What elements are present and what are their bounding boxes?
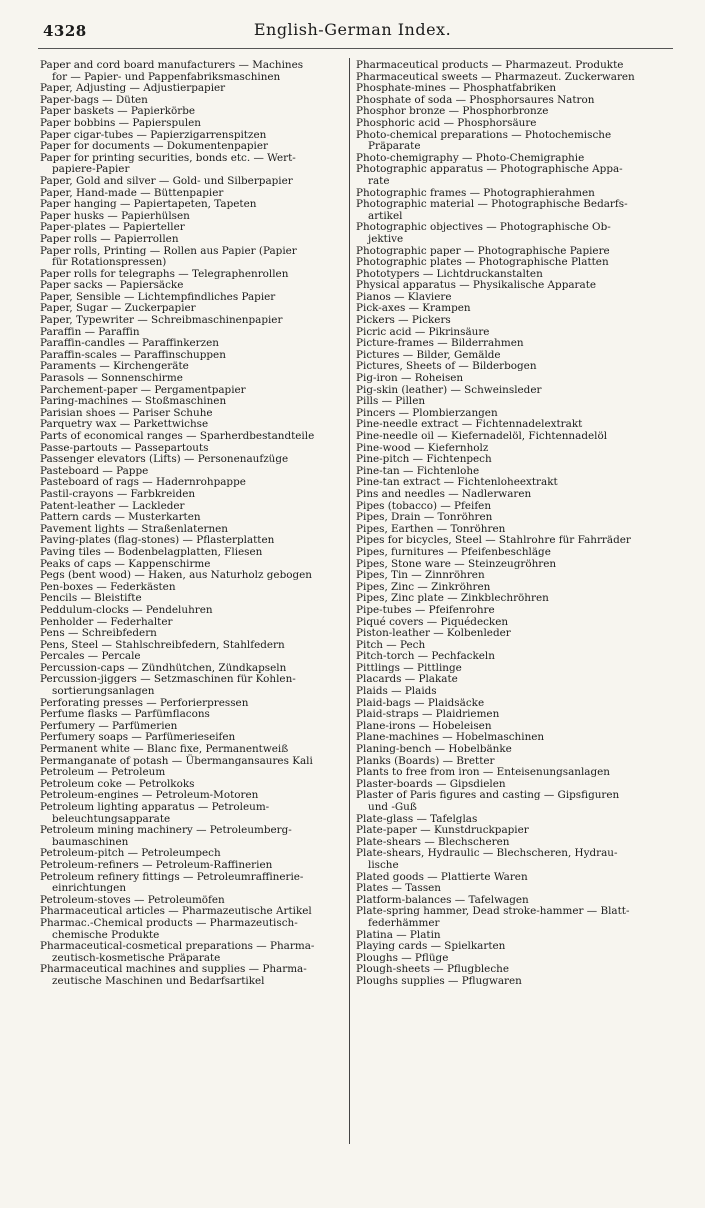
index-entry: Pine-needle extract — Fichtennadelextrakt — [356, 418, 583, 431]
index-entry: Pipes, Tin — Zinnröhren — [356, 569, 485, 582]
index-entry: Plants to free from iron — Enteisenungsanlagen — [356, 766, 610, 779]
index-entry: Paper rolls, Printing — Rollen aus Papier (Papier — [40, 244, 297, 257]
index-entry: Pastil-crayons — Farbkreiden — [40, 487, 196, 500]
index-entry: Paving-plates (flag-stones) — Pflasterplatten — [40, 534, 275, 547]
index-entry: Paper for printing securities, bonds etc. — Wert- — [40, 151, 296, 164]
index-entry: Plate-shears, Hydraulic — Blechscheren, Hydrau- — [356, 847, 618, 860]
index-entry: Pine-tan extract — Fichtenloheextrakt — [356, 476, 558, 489]
index-entry-continuation: sortierungsanlagen — [52, 685, 155, 698]
index-entry: Perfume flasks — Parfümflacons — [40, 708, 210, 721]
index-entry: Parquetry wax — Parkettwichse — [40, 418, 209, 431]
index-entry: Petroleum-stoves — Petroleumöfen — [40, 893, 225, 906]
index-entry: Pine-pitch — Fichtenpech — [356, 453, 492, 466]
index-entry: Plaster of Paris figures and casting — Gipsfiguren — [356, 789, 620, 802]
index-entry-continuation: for — Papier- und Pappenfabriksmaschinen — [52, 70, 281, 83]
index-entry: Pipes, Earthen — Tonröhren — [356, 522, 506, 535]
index-entry: Paper, Adjusting — Adjustierpapier — [40, 82, 226, 95]
index-entry: Pitch-torch — Pechfackeln — [356, 650, 495, 663]
index-entry: Paper cigar-tubes — Papierzigarrenspitzen — [40, 128, 267, 141]
index-entry: Permanent white — Blanc fixe, Permanentweiß — [40, 743, 289, 756]
index-entry: Pasteboard — Pappe — [40, 464, 149, 477]
index-entry-continuation: für Rotationspressen) — [52, 256, 167, 269]
index-entry: Pine-wood — Kiefernholz — [356, 441, 489, 454]
index-entry: Pictures, Sheets of — Bilderbogen — [356, 360, 537, 373]
index-entry: Plane-irons — Hobeleisen — [356, 719, 492, 732]
index-entry: Petroleum-refiners — Petroleum-Raffinerien — [40, 858, 273, 871]
index-entry: Pincers — Plombierzangen — [356, 406, 498, 419]
index-entry-continuation: und -Guß — [368, 801, 417, 813]
index-entry: Picture-frames — Bilderrahmen — [356, 337, 524, 350]
index-entry: Pharmaceutical articles — Pharmazeutische Artikel — [40, 905, 312, 918]
index-entry: Physical apparatus — Physikalische Apparate — [356, 279, 597, 292]
index-entry: Pens — Schreibfedern — [40, 627, 157, 640]
index-entry-continuation: baumaschinen — [52, 835, 129, 848]
index-entry-continuation: zeutisch-kosmetische Präparate — [52, 951, 221, 964]
index-entry: Petroleum refinery fittings — Petroleumraffinerie- — [40, 870, 304, 883]
index-entry-continuation: Präparate — [368, 140, 421, 153]
index-entry: Planks (Boards) — Bretter — [356, 754, 495, 767]
left-index-column — [40, 60, 345, 988]
index-entry: Pens, Steel — Stahlschreibfedern, Stahlfedern — [40, 638, 285, 651]
index-entry: Pen-boxes — Federkästen — [40, 580, 176, 593]
index-entry: Plaid-bags — Plaidsäcke — [356, 696, 485, 709]
index-entry: Pharmac.-Chemical products — Pharmazeutisch- — [40, 916, 298, 929]
index-entry: Pills — Pillen — [356, 395, 426, 408]
index-entry: Pipes for bicycles, Steel — Stahlrohre für Fahrräder — [356, 534, 631, 547]
index-entry: Paraments — Kirchengeräte — [40, 360, 189, 373]
index-entry: Perforating presses — Perforierpressen — [40, 696, 249, 709]
index-entry: Permanganate of potash — Übermangansaures Kali — [40, 754, 313, 767]
index-entry: Paper rolls — Papierrollen — [40, 232, 179, 245]
index-entry-continuation: jektive — [368, 232, 404, 245]
page-title: English-German Index. — [253, 20, 452, 39]
index-entry: Pharmaceutical-cosmetical preparations — Pharma- — [40, 940, 315, 953]
index-entry: Plane-machines — Hobelmaschinen — [356, 731, 545, 744]
index-entry: Perfumery — Parfümerien — [40, 719, 178, 732]
index-entry: Petroleum mining machinery — Petroleumberg- — [40, 824, 292, 837]
index-entry: Parasols — Sonnenschirme — [40, 372, 183, 385]
index-entry: Pasteboard of rags — Hadernrohpappe — [40, 476, 246, 489]
index-entry: Petroleum — Petroleum — [40, 766, 166, 779]
index-entry: Paper, Sugar — Zuckerpapier — [40, 302, 196, 315]
index-entry: Pharmaceutical machines and supplies — Pharma- — [40, 963, 307, 976]
index-entry: Peaks of caps — Kappenschirme — [40, 557, 211, 570]
index-entry: Paraffin — Paraffin — [40, 325, 140, 338]
index-entry: Paper baskets — Papierkörbe — [40, 105, 196, 118]
index-entry: Paper for documents — Dokumentenpapier — [40, 140, 268, 153]
index-entry: Ploughs supplies — Pflugwaren — [356, 974, 522, 987]
index-entry-continuation: federhämmer — [368, 916, 440, 929]
index-entry: Photo-chemical preparations — Photochemische — [356, 128, 612, 141]
index-entry: Pipes, Zinc — Zinkröhren — [356, 580, 491, 593]
index-entry: Parts of economical ranges — Sparherdbestandteile — [40, 430, 315, 442]
index-entry: Plate-shears — Blechscheren — [356, 835, 510, 848]
index-entry: Pine-needle oil — Kiefernadelöl, Fichtennadelöl — [356, 430, 608, 442]
index-entry: Percussion-jiggers — Setzmaschinen für Kohlen- — [40, 673, 296, 686]
index-entry: Pick-axes — Krampen — [356, 302, 471, 315]
index-entry: Playing cards — Spielkarten — [356, 940, 506, 953]
index-entry: Plate-spring hammer, Dead stroke-hammer — Blatt- — [356, 905, 630, 918]
index-entry: Penholder — Federhalter — [40, 615, 173, 628]
right-index-column — [356, 60, 658, 988]
index-entry: Paper hanging — Papiertapeten, Tapeten — [40, 198, 257, 211]
index-entry: Pipes (tobacco) — Pfeifen — [356, 499, 492, 512]
index-entry: Plate-glass — Tafelglas — [356, 812, 478, 825]
index-entry: Phosphate-mines — Phosphatfabriken — [356, 82, 557, 95]
index-entry: Paving tiles — Bodenbelagplatten, Fliesen — [40, 545, 263, 558]
index-entry: Platform-balances — Tafelwagen — [356, 893, 529, 906]
index-entry: Pine-tan — Fichtenlohe — [356, 464, 480, 477]
index-entry: Percussion-caps — Zündhütchen, Zündkapseln — [40, 661, 287, 674]
index-entry: Paper rolls for telegraphs — Telegraphenrollen — [40, 267, 289, 280]
index-entry-continuation: einrichtungen — [52, 882, 127, 895]
index-entry-continuation: papiere-Papier — [52, 163, 130, 176]
index-entry: Photographic objectives — Photographische Ob- — [356, 221, 611, 234]
index-entry: Petroleum-pitch — Petroleumpech — [40, 847, 221, 860]
index-entry: Paring-machines — Stoßmaschinen — [40, 395, 227, 408]
index-entry: Pattern cards — Musterkarten — [40, 511, 201, 524]
index-entry: Pianos — Klaviere — [356, 290, 452, 303]
index-entry: Photographic plates — Photographische Platten — [356, 256, 609, 269]
index-entry-continuation: artikel — [368, 209, 403, 222]
index-entry: Peddulum-clocks — Pendeluhren — [40, 603, 213, 616]
index-entry: Paper-bags — Düten — [40, 93, 148, 106]
column-divider — [349, 58, 350, 1144]
index-entry: Photographic frames — Photographierahmen — [356, 186, 595, 199]
index-entry: Pipe-tubes — Pfeifenrohre — [356, 603, 495, 616]
index-entry: Parchement-paper — Pergamentpapier — [40, 383, 246, 396]
index-entry: Paper sacks — Papiersäcke — [40, 279, 184, 292]
index-entry: Picric acid — Pikrinsäure — [356, 325, 490, 338]
index-entry: Passe-partouts — Passepartouts — [40, 441, 209, 454]
index-entry: Paper bobbins — Papierspulen — [40, 116, 201, 129]
index-entry: Paper and cord board manufacturers — Machines — [40, 60, 304, 71]
index-entry: Planing-bench — Hobelbänke — [356, 743, 512, 756]
index-entry: Pharmaceutical products — Pharmazeut. Produkte — [356, 60, 624, 71]
index-entry: Pipes, furnitures — Pfeifenbeschläge — [356, 545, 551, 558]
index-entry: Parisian shoes — Pariser Schuhe — [40, 406, 213, 419]
index-entry: Photographic paper — Photographische Papiere — [356, 244, 610, 257]
index-entry: Pavement lights — Straßenlaternen — [40, 522, 228, 535]
index-entry: Pipes, Zinc plate — Zinkblechröhren — [356, 592, 549, 605]
index-entry-continuation: chemische Produkte — [52, 928, 160, 941]
index-entry: Placards — Plakate — [356, 673, 458, 686]
index-entry: Plated goods — Plattierte Waren — [356, 870, 528, 883]
index-entry: Phosphoric acid — Phosphorsäure — [356, 116, 537, 129]
index-entry: Paraffin-scales — Paraffinschuppen — [40, 348, 226, 361]
index-entry: Phototypers — Lichtdruckanstalten — [356, 267, 543, 280]
index-entry: Petroleum lighting apparatus — Petroleum- — [40, 801, 270, 813]
index-entry: Pitch — Pech — [356, 638, 426, 651]
index-entry-continuation: rate — [368, 174, 390, 187]
index-entry: Percales — Percale — [40, 650, 141, 663]
index-entry: Plough-sheets — Pflugbleche — [356, 963, 509, 976]
index-entry: Pegs (bent wood) — Haken, aus Naturholz gebogen — [40, 569, 312, 582]
index-entry: Photo-chemigraphy — Photo-Chemigraphie — [356, 151, 585, 164]
index-entry: Petroleum-engines — Petroleum-Motoren — [40, 789, 259, 802]
index-entry: Plaid-straps — Plaidriemen — [356, 708, 500, 721]
index-entry: Phosphor bronze — Phosphorbronze — [356, 105, 549, 118]
header-rule — [38, 48, 673, 49]
index-entry: Pittlings — Pittlinge — [356, 661, 462, 674]
index-entry: Phosphate of soda — Phosphorsaures Natron — [356, 93, 595, 106]
index-entry: Pipes, Drain — Tonröhren — [356, 511, 493, 524]
index-entry: Paper, Hand-made — Büttenpapier — [40, 186, 224, 199]
index-entry: Paper-plates — Papierteller — [40, 221, 185, 234]
index-entry: Pipes, Stone ware — Steinzeugröhren — [356, 557, 557, 570]
index-entry: Paper, Typewriter — Schreibmaschinenpapier — [40, 314, 283, 327]
index-entry: Ploughs — Pflüge — [356, 951, 449, 964]
index-entry: Plaids — Plaids — [356, 685, 437, 698]
index-entry: Paper, Sensible — Lichtempfindliches Papier — [40, 290, 276, 303]
index-entry: Pig-skin (leather) — Schweinsleder — [356, 383, 542, 396]
index-entry: Photographic material — Photographische Bedarfs- — [356, 198, 628, 211]
index-entry-continuation: beleuchtungsapparate — [52, 812, 171, 825]
index-entry: Pictures — Bilder, Gemälde — [356, 348, 501, 361]
page-number: 4328 — [43, 22, 87, 40]
index-entry: Patent-leather — Lackleder — [40, 499, 185, 512]
index-entry: Piqué covers — Piquédecken — [356, 615, 509, 628]
index-entry: Pharmaceutical sweets — Pharmazeut. Zuckerwaren — [356, 70, 635, 83]
index-entry: Plaster-boards — Gipsdielen — [356, 777, 506, 790]
index-entry: Paper husks — Papierhülsen — [40, 209, 190, 222]
index-entry: Perfumery soaps — Parfümerieseifen — [40, 731, 236, 744]
index-entry-continuation: lische — [368, 858, 399, 871]
index-entry: Pickers — Pickers — [356, 314, 451, 327]
index-entry-continuation: zeutische Maschinen und Bedarfsartikel — [52, 974, 265, 987]
index-entry: Passenger elevators (Lifts) — Personenaufzüge — [40, 453, 289, 466]
index-entry: Piston-leather — Kolbenleder — [356, 627, 511, 640]
index-entry: Pencils — Bleistifte — [40, 592, 142, 605]
index-entry: Paraffin-candles — Paraffinkerzen — [40, 337, 219, 350]
index-entry: Photographic apparatus — Photographische Appa- — [356, 163, 623, 176]
index-entry: Petroleum coke — Petrolkoks — [40, 777, 195, 790]
index-entry: Platina — Platin — [356, 928, 441, 941]
index-entry: Plates — Tassen — [356, 882, 441, 895]
index-entry: Plate-paper — Kunstdruckpapier — [356, 824, 529, 837]
index-entry: Pig-iron — Roheisen — [356, 372, 464, 385]
index-entry: Pins and needles — Nadlerwaren — [356, 487, 532, 500]
index-entry: Paper, Gold and silver — Gold- und Silberpapier — [40, 174, 293, 187]
